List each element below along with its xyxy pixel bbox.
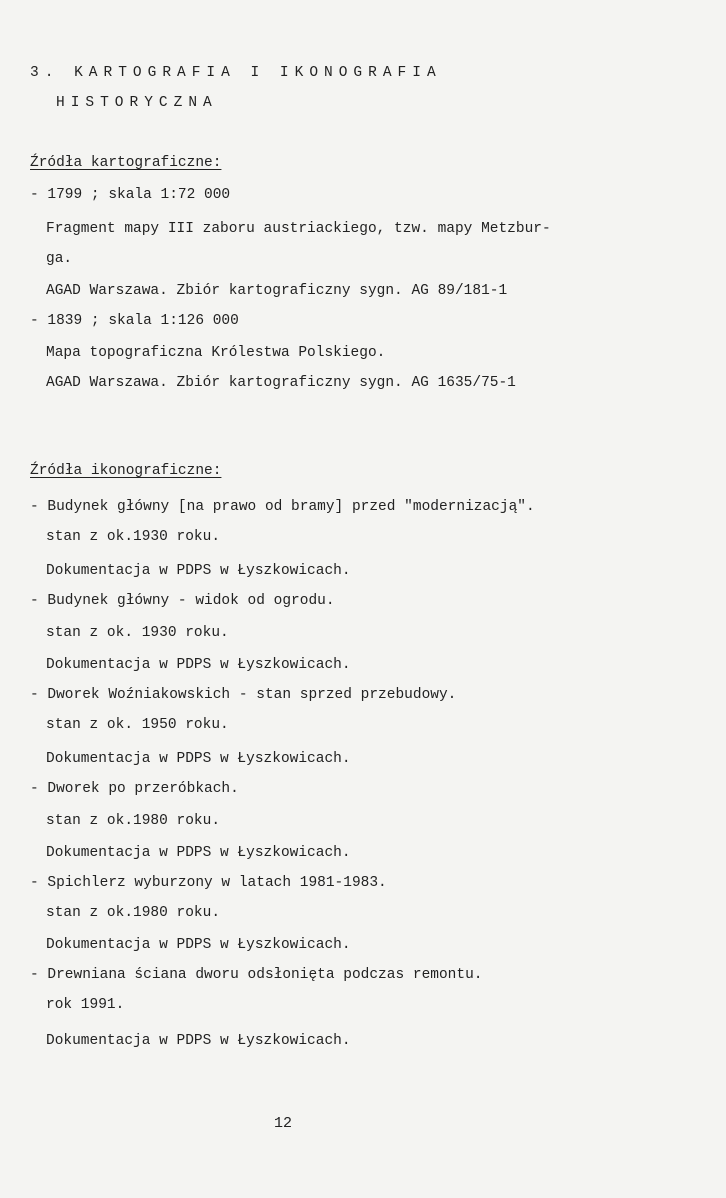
section-number: 3.	[30, 65, 60, 81]
iconographic-line: stan z ok.1980 roku.	[46, 813, 221, 829]
cartographic-heading: Źródła kartograficzne:	[30, 155, 222, 171]
section-title-line2: HISTORYCZNA	[56, 95, 218, 111]
cartographic-line: ga.	[46, 251, 73, 267]
cartographic-line: AGAD Warszawa. Zbiór kartograficzny sygn. AG 89/181-1	[46, 283, 508, 299]
cartographic-line: AGAD Warszawa. Zbiór kartograficzny sygn. AG 1635/75-1	[46, 375, 516, 391]
iconographic-line: Dokumentacja w PDPS w Łyszkowicach.	[46, 937, 351, 953]
iconographic-line: rok 1991.	[46, 997, 125, 1013]
iconographic-line: Dokumentacja w PDPS w Łyszkowicach.	[46, 751, 351, 767]
section-title-line1	[30, 64, 442, 82]
iconographic-line: stan z ok. 1950 roku.	[46, 717, 229, 733]
iconographic-line: - Spichlerz wyburzony w latach 1981-1983.	[30, 875, 387, 891]
iconographic-line: - Dworek po przeróbkach.	[30, 781, 239, 797]
iconographic-line: - Dworek Woźniakowskich - stan sprzed przebudowy.	[30, 687, 457, 703]
iconographic-line: stan z ok.1980 roku.	[46, 905, 221, 921]
iconographic-line: Dokumentacja w PDPS w Łyszkowicach.	[46, 657, 351, 673]
iconographic-line: stan z ok.1930 roku.	[46, 529, 221, 545]
iconographic-line: - Budynek główny [na prawo od bramy] przed "modernizacją".	[30, 499, 535, 515]
cartographic-line: - 1799 ; skala 1:72 000	[30, 187, 231, 203]
cartographic-line: Mapa topograficzna Królestwa Polskiego.	[46, 345, 386, 361]
iconographic-line: Dokumentacja w PDPS w Łyszkowicach.	[46, 1033, 351, 1049]
section-title-text: KARTOGRAFIA I IKONOGRAFIA	[74, 65, 442, 81]
iconographic-heading: Źródła ikonograficzne:	[30, 463, 222, 479]
cartographic-line: Fragment mapy III zaboru austriackiego, tzw. mapy Metzbur-	[46, 221, 551, 237]
iconographic-line: - Drewniana ściana dworu odsłonięta podczas remontu.	[30, 967, 483, 983]
iconographic-line: - Budynek główny - widok od ogrodu.	[30, 593, 335, 609]
iconographic-line: Dokumentacja w PDPS w Łyszkowicach.	[46, 845, 351, 861]
cartographic-line: - 1839 ; skala 1:126 000	[30, 313, 239, 329]
iconographic-line: stan z ok. 1930 roku.	[46, 625, 229, 641]
page-number: 12	[273, 1115, 292, 1132]
iconographic-line: Dokumentacja w PDPS w Łyszkowicach.	[46, 563, 351, 579]
